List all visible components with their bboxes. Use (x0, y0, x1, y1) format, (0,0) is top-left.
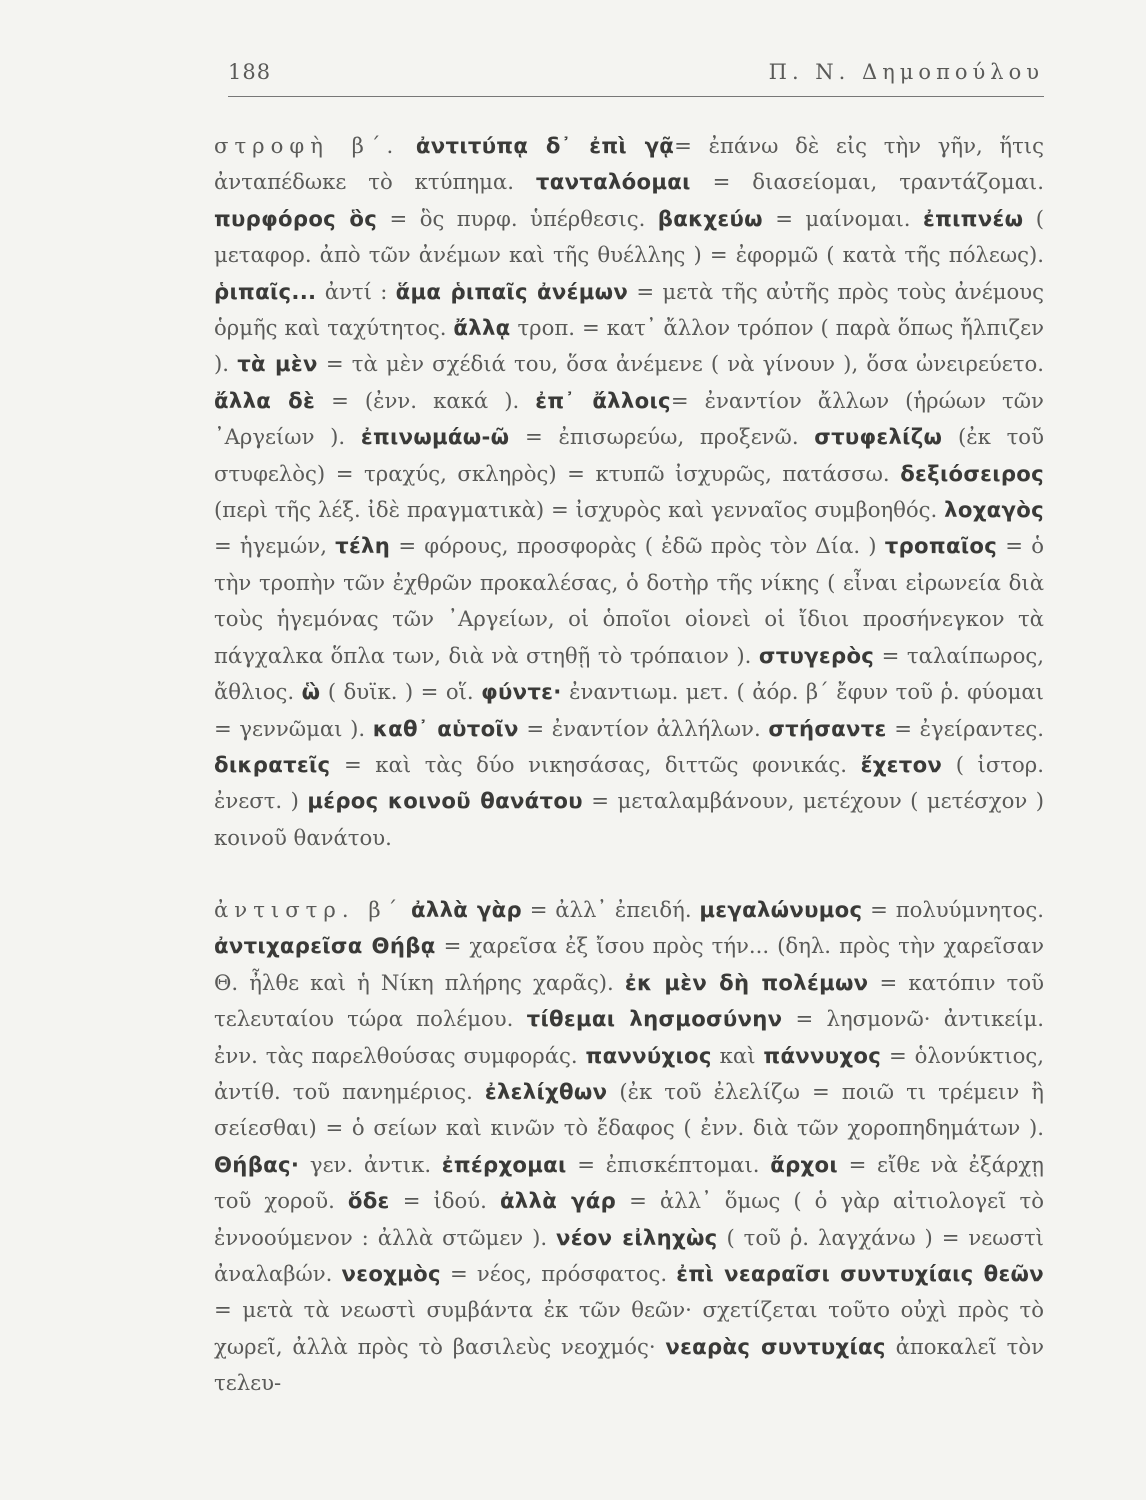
lemma: ἐπ᾽ ἄλλοις (535, 387, 671, 413)
gloss: (ἐκ τοῦ ἐλελίζω = ποιῶ τι τρέμειν ἢ σείεσθαι) = ὁ σείων καὶ κινῶν τὸ ἔδαφος ( ἐνν. διὰ τῶν χοροπηδημάτων ). (214, 1079, 1044, 1141)
lemma: στυγερὸς (758, 642, 875, 668)
gloss: = ὁ τὴν τροπὴν τῶν ἐχθρῶν προκαλέσας, ὁ δοτὴρ τῆς νίκης ( εἶναι εἰρωνεία διὰ τοὺς ἡγεμόνας τῶν ᾽Αργείων, οἱ ὁποῖοι οἱονεὶ οἱ ἴδιοι προσήνεγκον τὰ πάγχαλκα ὅπλα των, διὰ νὰ στηθῇ τὸ τρόπαιον ). (214, 533, 1044, 668)
gloss: = ἰδού. (402, 1188, 487, 1214)
gloss: ( μεταφορ. ἀπὸ τῶν ἀνέμων καὶ τῆς θυέλλης ) = ἐφορμῶ ( κατὰ τῆς πόλεως). (214, 205, 1044, 268)
page-number: 188 (228, 60, 272, 84)
gloss: = ὃς πυρφ. ὑπέρθεσις. (389, 205, 646, 231)
page-header (228, 60, 1044, 84)
lemma: νεοχμὸς (341, 1261, 441, 1287)
gloss: = μετὰ τὰ νεωστὶ συμβάντα ἐκ τῶν θεῶν· σχετίζεται τοῦτο οὐχὶ πρὸς τὸ χωρεῖ, ἀλλὰ πρὸς τὸ βασιλεὺς νεοχμός· (214, 1297, 1044, 1359)
lemma: στυφελίζω (814, 424, 943, 450)
lemma: νέον εἰληχὼς (555, 1224, 718, 1250)
lemma: τανταλόομαι (535, 169, 691, 195)
lemma: παννύχιος (585, 1042, 712, 1068)
gloss: (περὶ τῆς λέξ. ἰδὲ πραγματικὰ) = ἰσχυρὸς καὶ γενναῖος συμβοηθός. (214, 497, 938, 523)
gloss: = ταλαίπωρος, ἄθλιος. (214, 642, 1044, 705)
gloss: = μετὰ τῆς αὐτῆς πρὸς τοὺς ἀνέμους ὁρμῆς καὶ ταχύτητος. (214, 278, 1044, 341)
lemma: ὅδε (347, 1188, 390, 1214)
lemma: ἀντιτύπᾳ δ᾽ ἐπὶ γᾷ (415, 133, 675, 158)
gloss: = ὁλονύκτιος, ἀντίθ. τοῦ πανημέριος. (214, 1042, 1044, 1105)
gloss: = μαίνομαι. (775, 205, 911, 231)
lemma: λοχαγὸς (944, 497, 1044, 523)
lemma: τροπαῖος (884, 533, 998, 559)
gloss: ( ἱστορ. ἐνεστ. ) (214, 751, 1044, 814)
lemma: στήσαντε (768, 715, 887, 741)
lemma: ἐπὶ νεαραῖσι συντυχίαις θεῶν (676, 1261, 1044, 1287)
lemma: ἄλλα δὲ (214, 387, 316, 413)
header-rule (228, 96, 1044, 97)
gloss: = ἐπισκέπτομαι. (577, 1151, 760, 1177)
lemma: ἔχετον (860, 751, 943, 777)
gloss: = τὰ μὲν σχέδιά του, ὅσα ἀνέμενε ( νὰ γίνουν ), ὅσα ὠνειρεύετο. (325, 351, 1044, 377)
commentary-strophe-b (214, 128, 1044, 856)
gloss: καὶ (719, 1042, 756, 1068)
lemma: ἐπιπνέω (922, 205, 1024, 231)
lemma: νεαρὰς συντυχίας (665, 1333, 886, 1359)
running-head: Π. Ν. Δημοπούλου (768, 60, 1044, 84)
gloss: τροπ. = κατ᾽ ἄλλον τρόπον ( παρὰ ὅπως ἤλπιζεν ). (214, 315, 1044, 377)
gloss: ( δυϊκ. ) = οἵ. (327, 679, 474, 705)
gloss: = χαρεῖσα ἐξ ἴσου πρὸς τήν... (δηλ. πρὸς τὴν χαρεῖσαν Θ. ἦλθε καὶ ἡ Νίκη πλήρης χαρᾶς). (214, 933, 1044, 995)
lemma: δεξιόσειρος (900, 460, 1044, 486)
gloss: = ἐναντίον ἀλλήλων. (526, 715, 761, 741)
gloss: = κατόπιν τοῦ τελευταίου τώρα πολέμου. (214, 969, 1044, 1032)
gloss: = λησμονῶ· ἀντικείμ. ἐνν. τὰς παρελθούσας συμφοράς. (214, 1006, 1044, 1068)
lemma: ἐλελίχθων (484, 1079, 608, 1105)
lemma: μέρος κοινοῦ θανάτου (307, 788, 583, 814)
gloss: = φόρους, προσφορὰς ( ἐδῶ πρὸς τὸν Δία. ) (398, 533, 877, 559)
gloss: = νέος, πρόσφατος. (449, 1261, 668, 1287)
gloss: (ἐκ τοῦ στυφελὸς) = τραχύς, σκληρὸς) = κτυπῶ ἰσχυρῶς, πατάσσω. (214, 424, 1044, 486)
gloss: = μεταλαμβάνουν, μετέχουν ( μετέσχον ) κοινοῦ θανάτου. (214, 788, 1044, 850)
gloss: ἐναντιωμ. μετ. ( ἀόρ. β΄ ἔφυν τοῦ ῥ. φύομαι = γεννῶμαι ). (214, 679, 1044, 741)
gloss: ( τοῦ ῥ. λαγχάνω ) = νεωστὶ ἀναλαβών. (214, 1224, 1044, 1287)
lemma: μεγαλώνυμος (699, 897, 863, 922)
gloss: γεν. ἀντικ. (309, 1151, 432, 1177)
gloss: = (ἐνν. κακά ). (331, 387, 520, 413)
gloss: = ἐναντίον ἄλλων (ἡρώων τῶν ᾽Αργείων ). (214, 387, 1044, 450)
gloss: = πολυύμνητος. (870, 897, 1044, 922)
lemma: ἄρχοι (770, 1151, 838, 1177)
lemma: δικρατεῖς (214, 751, 331, 777)
gloss: = ἡγεμών, (214, 533, 327, 559)
gloss: = διασείομαι, τραντάζομαι. (712, 169, 1044, 195)
section-label: στροφὴ β΄. (214, 133, 400, 158)
lemma: τὰ μὲν (237, 351, 318, 377)
gloss: = ἐπισωρεύω, προξενῶ. (525, 424, 799, 450)
lemma: Θήβας· (214, 1151, 300, 1177)
lemma: ἐκ μὲν δὴ πολέμων (624, 969, 869, 995)
lemma: καθ᾽ αὑτοῖν (372, 715, 519, 741)
lemma: ἀλλὰ γάρ (499, 1188, 617, 1214)
gloss: = καὶ τὰς δύο νικησάσας, διττῶς φονικάς. (343, 751, 848, 777)
gloss: = ἀλλ᾽ ἐπειδή. (529, 897, 692, 922)
gloss: ἀντί : (324, 278, 388, 304)
lemma: ἅμα ῥιπαῖς ἀνέμων (395, 278, 629, 304)
gloss: = ἐγείραντες. (894, 715, 1044, 741)
lemma: ἄλλᾳ (453, 315, 511, 341)
section-label: ἀντιστρ. β΄ (214, 897, 404, 922)
gloss: = εἴθε νὰ ἐξάρχῃ τοῦ χοροῦ. (214, 1151, 1044, 1214)
gloss: = ἀλλ᾽ ὅμως ( ὁ γὰρ αἰτιολογεῖ τὸ ἐννοούμενον : ἀλλὰ στῶμεν ). (214, 1188, 1044, 1250)
lemma: τέλη (335, 533, 391, 559)
lemma: ὣ (301, 679, 321, 705)
lemma: φύντε· (481, 679, 562, 705)
lemma: ἐπινωμάω-ῶ (360, 424, 510, 450)
gloss: ἀποκαλεῖ τὸν τελευ- (214, 1333, 1044, 1396)
gloss: = ἐπάνω δὲ εἰς τὴν γῆν, ἥτις ἀνταπέδωκε τὸ κτύπημα. (214, 133, 1044, 195)
commentary-antistrophe-b (214, 892, 1044, 1402)
lemma: ἀλλὰ γὰρ (411, 897, 522, 922)
lemma: πυρφόρος ὃς (214, 205, 378, 231)
lemma: βακχεύω (657, 205, 763, 231)
lemma: πάννυχος (763, 1042, 882, 1068)
lemma: τίθεμαι λησμοσύνην (526, 1006, 783, 1032)
lemma: ἀντιχαρεῖσα Θήβᾳ (214, 933, 436, 959)
lemma: ῥιπαῖς... (214, 278, 317, 304)
lemma: ἐπέρχομαι (441, 1151, 567, 1177)
